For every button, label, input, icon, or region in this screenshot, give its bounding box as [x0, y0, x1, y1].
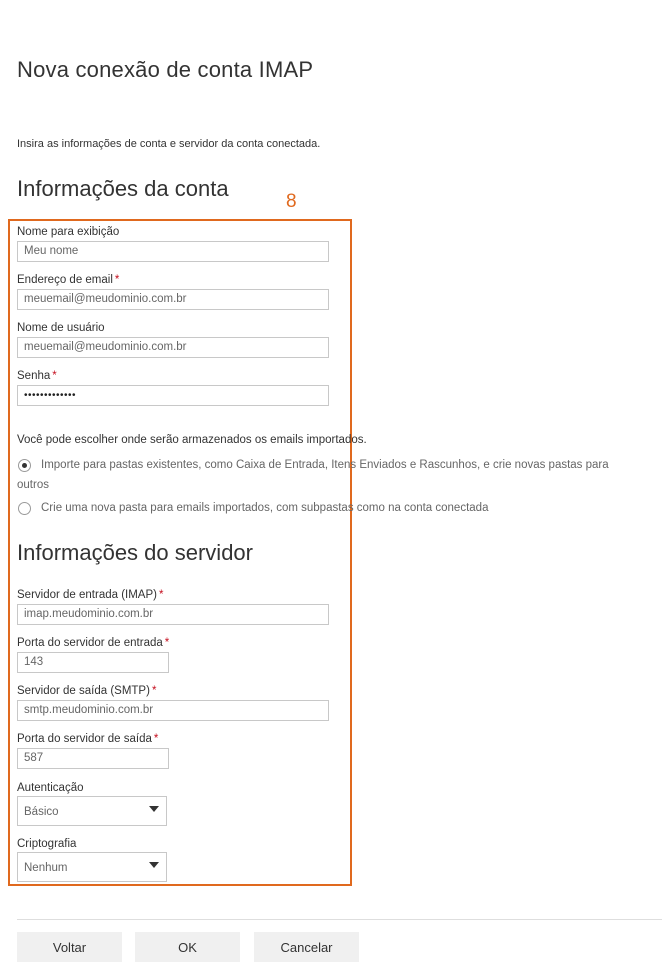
chevron-down-icon	[149, 806, 159, 812]
intro-text: Insira as informações de conta e servidor da conta conectada.	[17, 138, 321, 150]
required-marker: *	[164, 637, 170, 649]
display-name-label: Nome para exibição	[17, 226, 120, 238]
radio-selected-dot	[22, 463, 27, 468]
incoming-port-label: Porta do servidor de entrada *	[17, 637, 170, 649]
required-marker: *	[158, 589, 164, 601]
outgoing-server-field[interactable]: smtp.meudominio.com.br	[17, 700, 329, 721]
encryption-dropdown[interactable]	[17, 852, 167, 882]
radio-new-folder-label: Crie uma nova pasta para emails importados, com subpastas como na conta conectada	[41, 502, 489, 514]
email-label: Endereço de email *	[17, 274, 120, 286]
outgoing-server-label: Servidor de saída (SMTP) *	[17, 685, 157, 697]
authentication-value: Básico	[24, 806, 59, 818]
authentication-dropdown[interactable]	[17, 796, 167, 826]
ok-button[interactable]: OK	[135, 932, 240, 962]
outgoing-port-field[interactable]: 587	[17, 748, 169, 769]
incoming-server-label: Servidor de entrada (IMAP) *	[17, 589, 164, 601]
radio-existing-folders-label-cont: outros	[17, 479, 49, 491]
username-label: Nome de usuário	[17, 322, 105, 334]
footer-divider	[17, 919, 662, 920]
outgoing-port-label: Porta do servidor de saída *	[17, 733, 159, 745]
username-field[interactable]: meuemail@meudominio.com.br	[17, 337, 329, 358]
encryption-label: Criptografia	[17, 838, 77, 850]
page-title: Nova conexão de conta IMAP	[17, 57, 314, 82]
incoming-port-field[interactable]: 143	[17, 652, 169, 673]
back-button[interactable]: Voltar	[17, 932, 122, 962]
cancel-button[interactable]: Cancelar	[254, 932, 359, 962]
password-field[interactable]: •••••••••••••	[17, 385, 329, 406]
required-marker: *	[151, 685, 157, 697]
radio-existing-folders[interactable]	[18, 459, 31, 472]
authentication-label: Autenticação	[17, 782, 84, 794]
import-location-prompt: Você pode escolher onde serão armazenados os emails importados.	[17, 434, 367, 446]
required-marker: *	[52, 370, 57, 382]
incoming-server-field[interactable]: imap.meudominio.com.br	[17, 604, 329, 625]
encryption-value: Nenhum	[24, 862, 68, 874]
password-label: Senha *	[17, 370, 57, 382]
server-section-heading: Informações do servidor	[17, 540, 253, 565]
annotation-number: 8	[286, 191, 297, 212]
radio-new-folder[interactable]	[18, 502, 31, 515]
chevron-down-icon	[149, 862, 159, 868]
radio-existing-folders-label: Importe para pastas existentes, como Caixa de Entrada, Itens Enviados e Rascunhos, e crie novas pastas para	[41, 459, 609, 471]
email-field[interactable]: meuemail@meudominio.com.br	[17, 289, 329, 310]
account-section-heading: Informações da conta	[17, 176, 229, 201]
required-marker: *	[153, 733, 159, 745]
required-marker: *	[114, 274, 120, 286]
display-name-field[interactable]: Meu nome	[17, 241, 329, 262]
